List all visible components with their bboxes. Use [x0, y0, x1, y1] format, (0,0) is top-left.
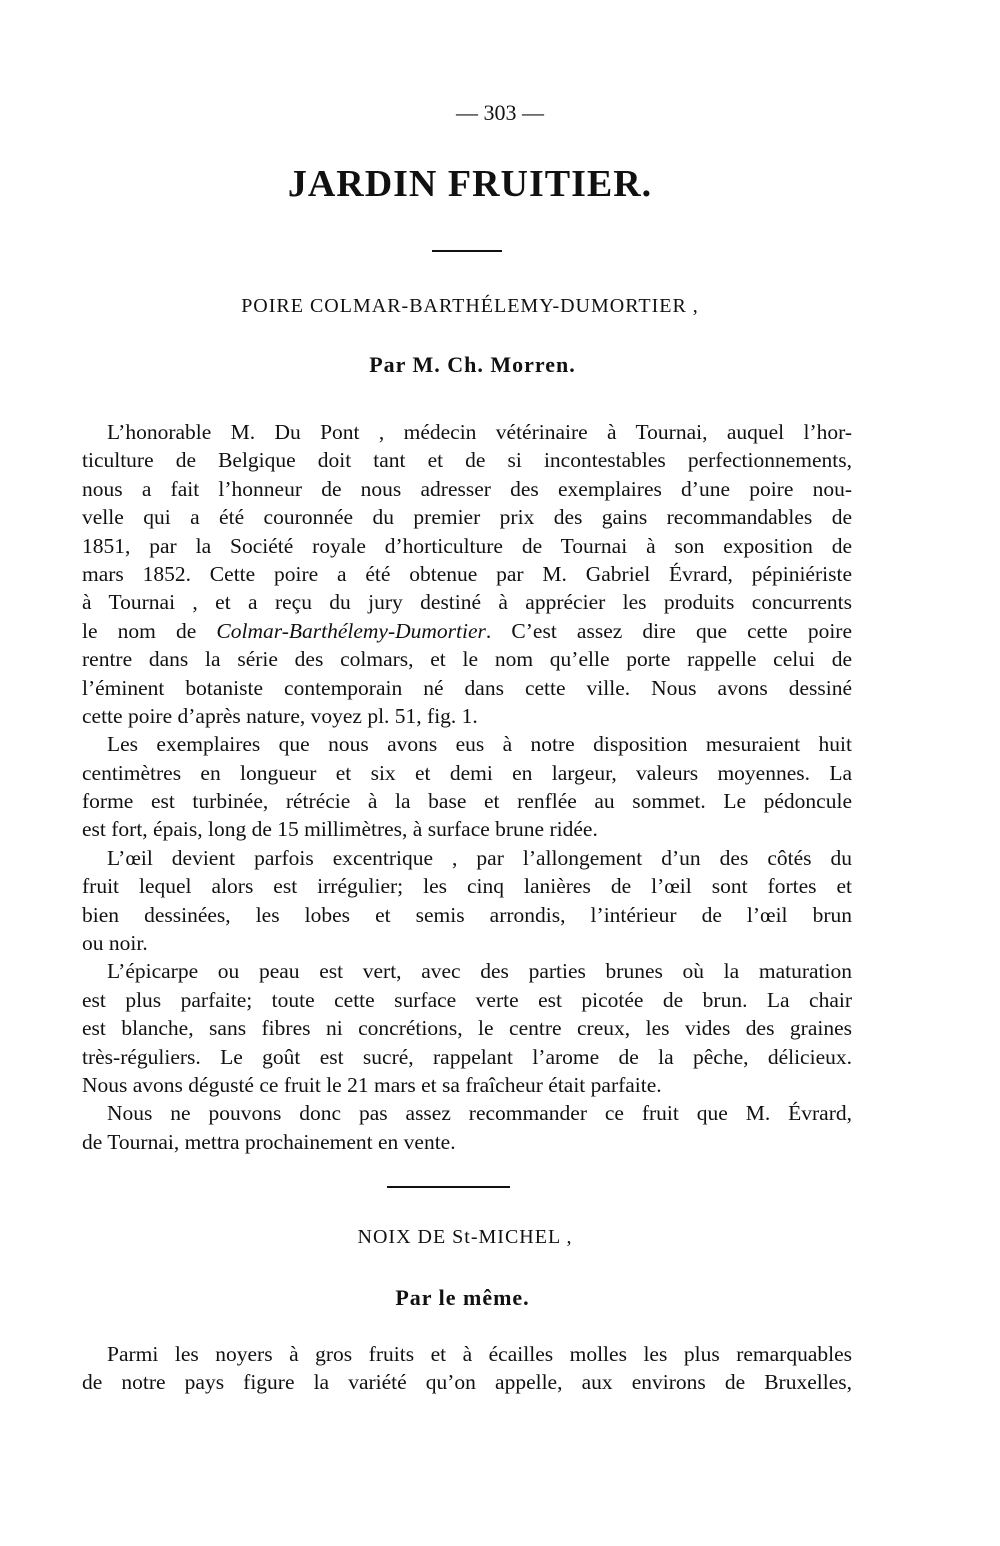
text-line: cette poire d’après nature, voyez pl. 51, fig. 1. [82, 703, 478, 728]
article-body [82, 418, 852, 1156]
paragraph [82, 730, 852, 844]
section-title: JARDIN FRUITIER. [287, 163, 653, 205]
article-byline [0, 1285, 925, 1311]
text-line: 1851, par la Société royale d’horticulture de Tournai à son exposition de [82, 533, 852, 558]
text-line: est blanche, sans fibres ni concrétions, le centre creux, les vides des graines [82, 1016, 852, 1041]
byline-author: le même. [438, 1285, 530, 1310]
text-line: Les exemplaires que nous avons eus à notre disposition mesuraient huit [107, 732, 852, 757]
divider [432, 250, 502, 252]
text-line: très-réguliers. Le goût est sucré, rappelant l’arome de la pêche, délicieux. [82, 1044, 852, 1069]
byline-author: M. Ch. Morren. [412, 352, 576, 377]
paragraph [82, 1099, 852, 1156]
pear-name: Colmar-Barthélemy-Dumortier [216, 618, 486, 643]
paragraph [82, 844, 852, 958]
text-line: l’éminent botaniste contemporain né dans cette ville. Nous avons dessiné [82, 675, 852, 700]
text-line: L’honorable M. Du Pont , médecin vétérinaire à Tournai, auquel l’hor- [107, 420, 852, 444]
text-line: de Tournai, mettra prochainement en vente. [82, 1129, 456, 1154]
article-byline [0, 352, 945, 378]
text-line: de notre pays figure la variété qu’on appelle, aux environs de Bruxelles, [82, 1370, 852, 1395]
text-line: Parmi les noyers à gros fruits et à écailles molles les plus remarquables [107, 1342, 852, 1366]
page-number: — 303 — [456, 100, 544, 125]
text-line: fruit lequel alors est irrégulier; les cinq lanières de l’œil sont fortes et [82, 874, 852, 899]
text-span: le nom de [82, 618, 217, 643]
text-span: . C’est assez dire que cette poire [485, 618, 852, 643]
divider [387, 1186, 510, 1188]
article-body [82, 1340, 852, 1397]
paragraph [82, 957, 852, 1099]
text-line: bien dessinées, les lobes et semis arrondis, l’intérieur de l’œil brun [82, 902, 852, 927]
text-line: nous a fait l’honneur de nous adresser des exemplaires d’une poire nou- [82, 476, 852, 501]
byline-prefix: Par [395, 1285, 433, 1310]
article-heading: NOIX DE St-MICHEL , [357, 1226, 573, 1248]
text-line: mars 1852. Cette poire a été obtenue par M. Gabriel Évrard, pépiniériste [82, 561, 852, 586]
text-line: velle qui a été couronnée du premier prix des gains recommandables de [82, 505, 852, 530]
text-line: centimètres en longueur et six et demi en largeur, valeurs moyennes. La [82, 760, 852, 785]
text-line: ticulture de Belgique doit tant et de si incontestables perfectionnements, [82, 448, 852, 473]
text-line: L’épicarpe ou peau est vert, avec des parties brunes où la maturation [107, 959, 852, 984]
text-line: ou noir. [82, 931, 148, 956]
text-line: est fort, épais, long de 15 millimètres, à surface brune ridée. [82, 817, 598, 842]
text-line: est plus parfaite; toute cette surface verte est picotée de brun. La chair [82, 987, 852, 1012]
article-heading: POIRE COLMAR-BARTHÉLEMY-DUMORTIER , [241, 295, 699, 317]
text-line: forme est turbinée, rétrécie à la base et renflée au sommet. Le pédoncule [82, 789, 852, 814]
paragraph [82, 418, 852, 730]
text-line: à Tournai , et a reçu du jury destiné à apprécier les produits concurrents [82, 590, 852, 615]
text-line [82, 617, 852, 645]
text-line: Nous avons dégusté ce fruit le 21 mars et sa fraîcheur était parfaite. [82, 1072, 662, 1097]
text-line: L’œil devient parfois excentrique , par l’allongement d’un des côtés du [107, 845, 852, 870]
text-line: Nous ne pouvons donc pas assez recommander ce fruit que M. Évrard, [107, 1101, 852, 1126]
text-line: rentre dans la série des colmars, et le nom qu’elle porte rappelle celui de [82, 647, 852, 672]
byline-prefix: Par [369, 352, 406, 377]
